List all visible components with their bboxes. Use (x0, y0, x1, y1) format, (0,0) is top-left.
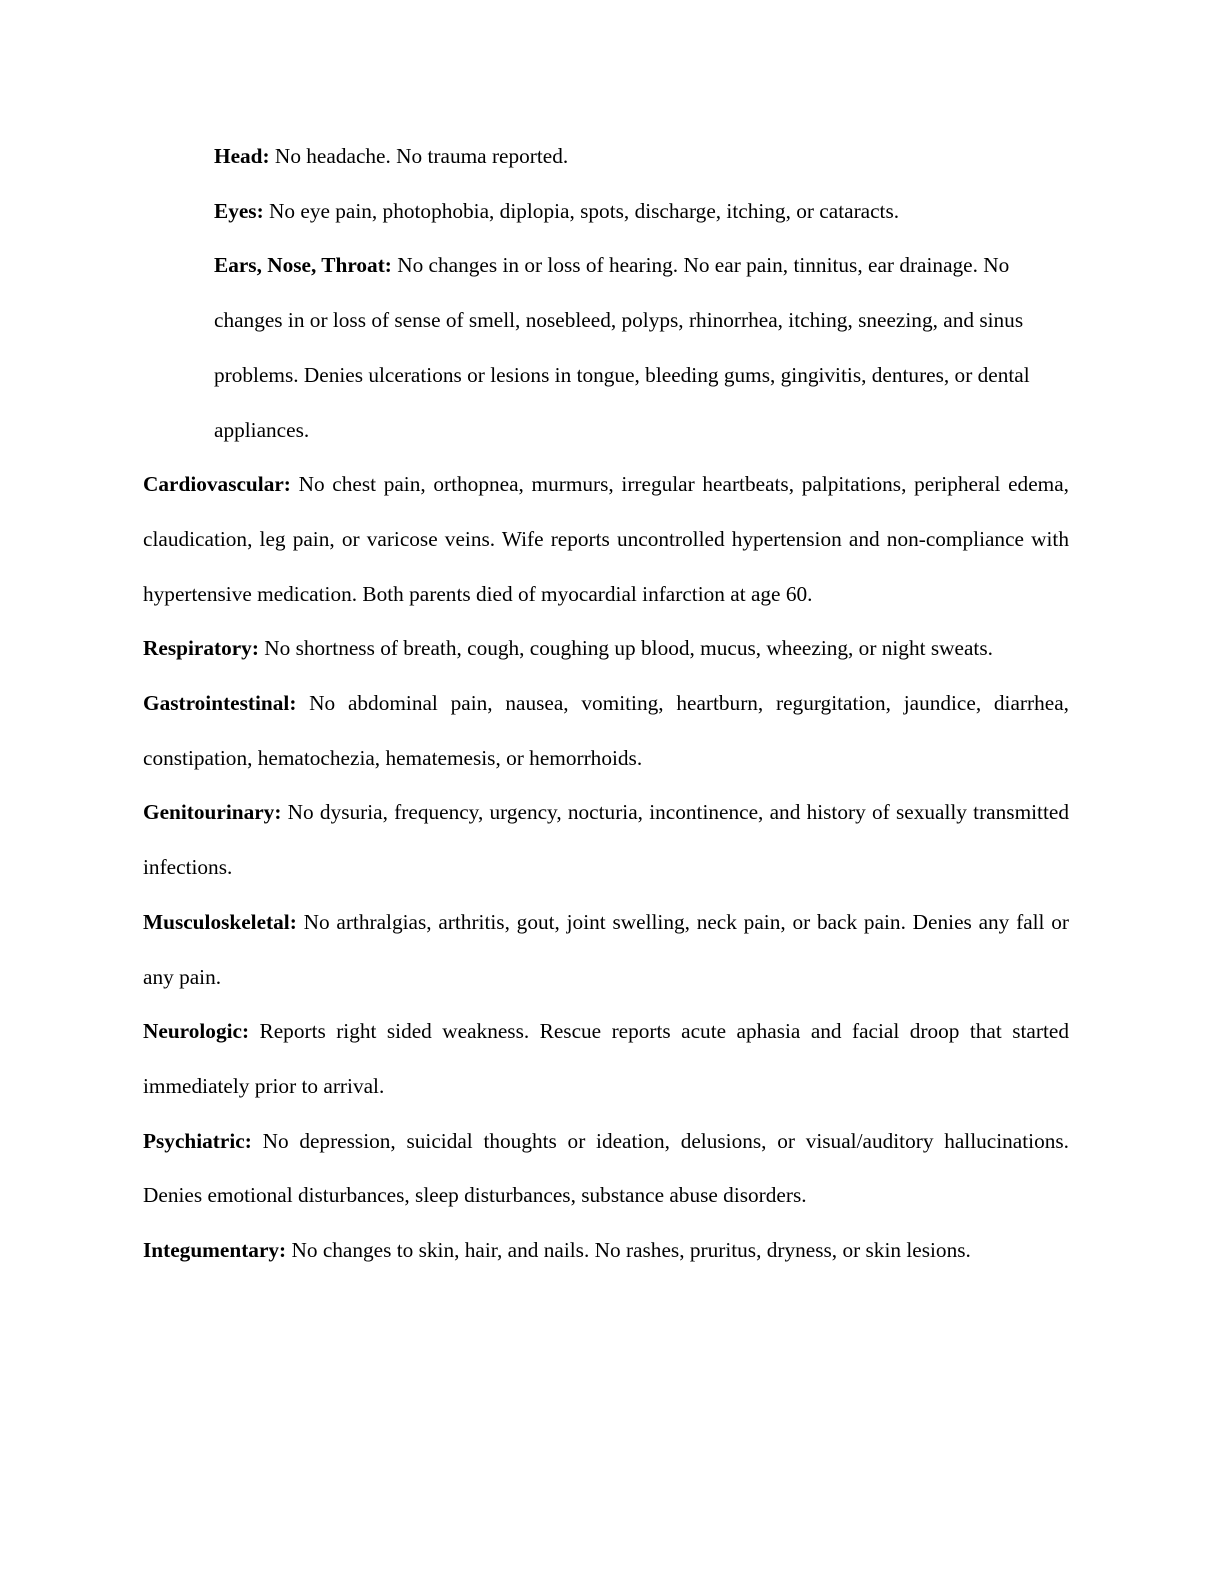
genitourinary-text: No dysuria, frequency, urgency, nocturia, incontinence, and history of sexually transmitted infections. (143, 800, 1069, 880)
musculoskeletal-paragraph (143, 895, 1069, 1004)
genitourinary-paragraph (143, 785, 1069, 894)
musculoskeletal-label: Musculoskeletal: (143, 909, 297, 934)
integumentary-paragraph (143, 1223, 1069, 1278)
eyes-paragraph (143, 184, 1069, 239)
integumentary-label: Integumentary: (143, 1238, 287, 1263)
head-label: Head: (214, 144, 270, 168)
ent-text: No changes in or loss of hearing. No ear pain, tinnitus, ear drainage. No changes in or loss of sense of smell, nosebleed, polyps, rhinorrhea, itching, sneezing, and sinus problems. Denies ulcerations or lesions in tongue, bleeding gums, gingivitis, dentures, or dental appliances. (214, 253, 1030, 442)
gastrointestinal-paragraph (143, 676, 1069, 785)
gastrointestinal-label: Gastrointestinal: (143, 691, 297, 716)
cardiovascular-paragraph (143, 457, 1069, 621)
musculoskeletal-text: No arthralgias, arthritis, gout, joint swelling, neck pain, or back pain. Denies any fall or any pain. (143, 909, 1069, 989)
integumentary-text: No changes to skin, hair, and nails. No rashes, pruritus, dryness, or skin lesions. (286, 1238, 971, 1263)
ent-label: Ears, Nose, Throat: (214, 253, 392, 278)
neurologic-label: Neurologic: (143, 1019, 250, 1044)
gastrointestinal-text: No abdominal pain, nausea, vomiting, heartburn, regurgitation, jaundice, diarrhea, constipation, hematochezia, hematemesis, or hemorrhoids. (143, 691, 1069, 770)
cardiovascular-label: Cardiovascular: (143, 472, 291, 497)
review-of-systems (143, 129, 1069, 1278)
neurologic-text: Reports right sided weakness. Rescue reports acute aphasia and facial droop that started immediately prior to arrival. (143, 1019, 1069, 1098)
cardiovascular-text: No chest pain, orthopnea, murmurs, irregular heartbeats, palpitations, peripheral edema, claudication, leg pain, or varicose veins. Wife reports uncontrolled hypertension and non-compliance with hypertensive medication. Both parents died of myocardial infarction at age 60. (143, 472, 1069, 606)
psychiatric-text: No depression, suicidal thoughts or ideation, delusions, or visual/auditory hallucinations. Denies emotional disturbances, sleep disturbances, substance abuse disorders. (143, 1128, 1069, 1208)
neurologic-paragraph (143, 1004, 1069, 1113)
genitourinary-label: Genitourinary: (143, 800, 282, 825)
psychiatric-paragraph (143, 1114, 1069, 1223)
respiratory-label: Respiratory: (143, 636, 259, 661)
ent-paragraph (143, 238, 1069, 457)
eyes-text: No eye pain, photophobia, diplopia, spots, discharge, itching, or cataracts. (263, 198, 900, 223)
head-text: No headache. No trauma reported. (269, 144, 569, 168)
psychiatric-label: Psychiatric: (143, 1128, 252, 1153)
head-paragraph (143, 129, 1069, 184)
eyes-label: Eyes: (214, 198, 264, 223)
respiratory-text: No shortness of breath, cough, coughing up blood, mucus, wheezing, or night sweats. (258, 636, 993, 661)
respiratory-paragraph (143, 621, 1069, 676)
